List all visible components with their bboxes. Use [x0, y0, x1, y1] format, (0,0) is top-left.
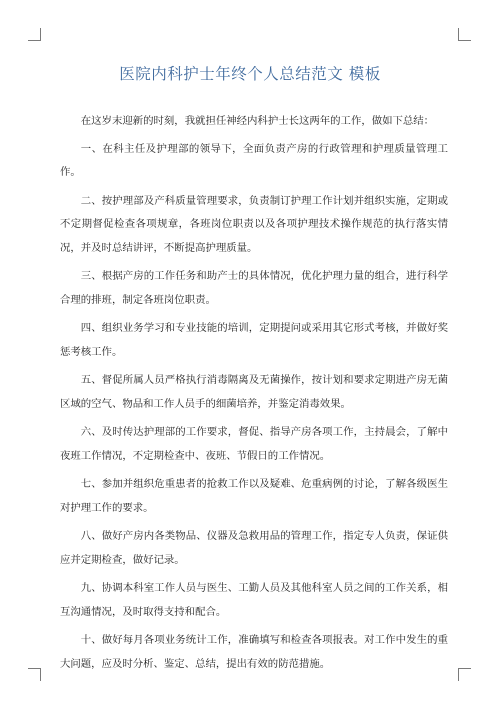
crop-mark-top-left	[28, 28, 41, 41]
paragraph-2: 二、按护理部及产科质量管理要求，负责制订护理工作计划并组织实施，定期或不定期督促检查各项规章，各班岗位职责以及各项护理技术操作规范的执行落实情况，并及时总结讲评，不断提高护理质量。	[60, 194, 448, 254]
crop-mark-top-right	[458, 28, 471, 41]
paragraph-3: 三、根据产房的工作任务和助产士的具体情况，优化护理力量的组合，进行科学合理的排班，制定各班岗位职责。	[60, 270, 448, 306]
paragraph-4: 四、组织业务学习和专业技能的培训，定期提问或采用其它形式考核，并做好奖惩考核工作。	[60, 322, 448, 358]
paragraph-1: 一、在科主任及护理部的领导下，全面负责产房的行政管理和护理质量管理工作。	[60, 142, 448, 178]
paragraph-9: 九、协调本科室工作人员与医生、工勤人员及其他科室人员之间的工作关系，相互沟通情况，及时取得支持和配合。	[60, 582, 448, 618]
intro-paragraph: 在这岁末迎新的时刻，我就担任神经内科护士长这两年的工作，做如下总结：	[80, 115, 435, 127]
crop-mark-bottom-left	[28, 668, 41, 681]
paragraph-5: 五、督促所属人员严格执行消毒隔离及无菌操作，按计划和要求定期进产房无菌区域的空气、物品和工作人员手的细菌培养，并鉴定消毒效果。	[60, 374, 448, 410]
paragraph-8: 八、做好产房内各类物品、仪器及急救用品的管理工作，指定专人负责，保证供应并定期检查，做好记录。	[60, 530, 448, 566]
paragraph-10: 十、做好每月各项业务统计工作，准确填写和检查各项报表。对工作中发生的重大问题，应及时分析、鉴定、总结，提出有效的防范措施。	[60, 634, 448, 670]
document-title: 医院内科护士年终个人总结范文 模板	[119, 65, 381, 83]
document-body	[60, 110, 448, 681]
crop-mark-bottom-right	[458, 668, 471, 681]
paragraph-6: 六、及时传达护理部的工作要求，督促、指导产房各项工作，主持晨会，了解中夜班工作情况，不定期检查中、夜班、节假日的工作情况。	[60, 426, 448, 462]
paragraph-7: 七、参加并组织危重患者的抢救工作以及疑难、危重病例的讨论，了解各级医生对护理工作的要求。	[60, 478, 448, 514]
